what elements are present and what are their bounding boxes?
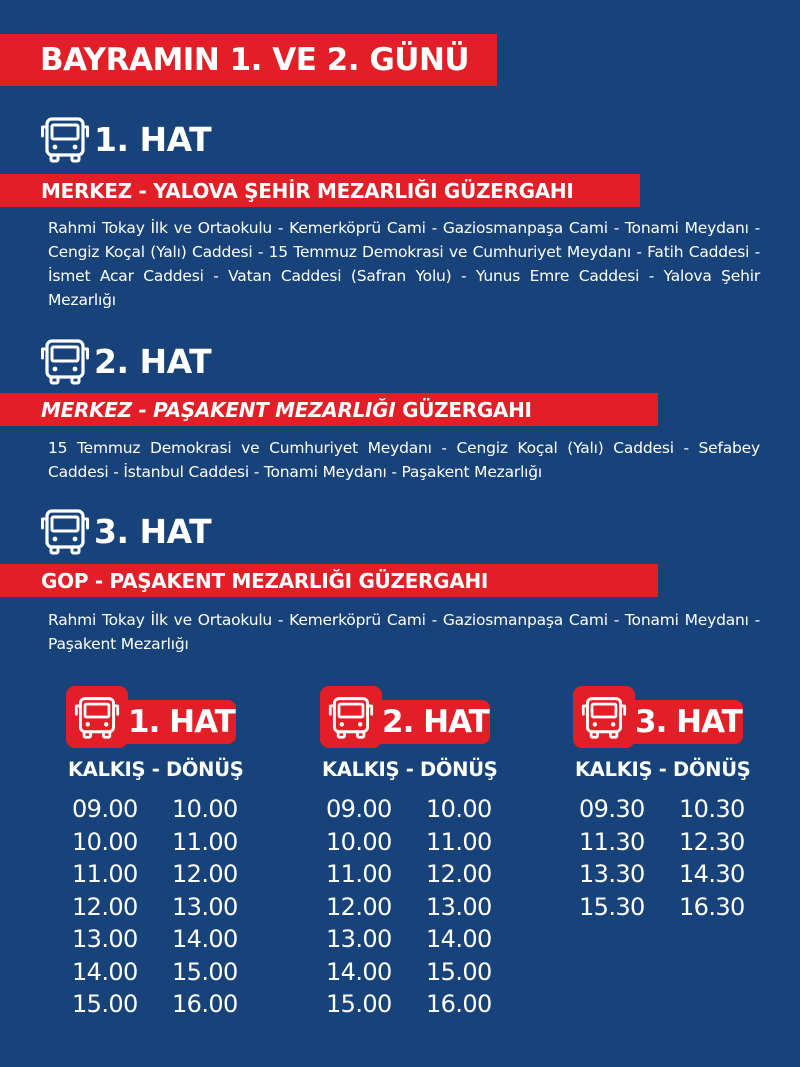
page-banner [0,34,497,86]
return-time: 14.00 [426,925,492,953]
return-time: 10.30 [679,795,745,823]
return-time: 10.00 [172,795,238,823]
return-time: 16.00 [426,990,492,1018]
departure-time: 11.00 [72,860,138,888]
bus-icon [328,694,374,740]
schedule-3 [573,686,773,923]
return-time: 11.00 [172,827,238,856]
schedule-2-header: KALKIŞ - DÖNÜŞ [322,758,498,781]
schedule-2 [320,686,520,1021]
bus-icon [74,694,120,740]
schedule-1-hat: 1. HAT [128,704,235,740]
return-time: 13.00 [426,892,492,921]
schedule-2-hat: 2. HAT [382,704,489,740]
route-1-heading [40,114,211,164]
departure-time: 09.30 [579,795,645,823]
route-3-title-bar [0,564,658,597]
return-time: 10.00 [426,795,492,823]
departure-time: 09.00 [326,795,392,823]
departure-time: 10.00 [326,827,392,856]
return-time: 15.00 [426,957,492,986]
return-time: 12.30 [679,827,745,856]
return-time: 16.30 [679,892,745,921]
route-2-title-rest: GÜZERGAHI [395,397,532,422]
route-1-title: MERKEZ - YALOVA ŞEHİR MEZARLIĞI GÜZERGAHI [41,178,574,203]
departure-time: 13.30 [579,860,645,888]
schedule-3-badge [573,700,743,744]
departure-time: 14.00 [326,957,392,986]
route-1-stops: Rahmi Tokay İlk ve Ortaokulu - Kemerköprü Cami - Gaziosmanpaşa Cami - Tonami Meydanı - Cengiz Koçal (Yalı) Caddesi - 15 Temmuz Demokrasi ve Cumhuriyet Meydanı - Fatih Caddesi - İsmet Acar Caddesi - Vatan Caddesi (Safran Yolu) - Yunus Emre Caddesi - Yalova Şehir Mezarlığı [48,219,760,309]
schedule-2-times [326,793,520,1021]
schedule-1-badge [66,700,236,744]
bus-icon [40,506,90,556]
bus-icon [40,336,90,386]
departure-time: 09.00 [72,795,138,823]
route-2-hat: 2. HAT [94,341,212,381]
bus-icon [40,114,90,164]
return-time: 12.00 [426,860,492,888]
route-2-heading [40,336,211,386]
return-time: 14.30 [679,860,745,888]
return-time: 11.00 [426,827,492,856]
return-time: 16.00 [172,990,238,1018]
departure-time: 13.00 [72,925,138,953]
departure-time: 11.30 [579,827,645,856]
return-time: 12.00 [172,860,238,888]
schedule-1-times [72,793,266,1021]
schedule-3-header: KALKIŞ - DÖNÜŞ [575,758,751,781]
banner-title: BAYRAMIN 1. VE 2. GÜNÜ [40,42,470,78]
schedule-3-hat: 3. HAT [635,704,742,740]
route-2-title-bar [0,393,658,426]
bus-icon [581,694,627,740]
schedule-2-badge [320,700,490,744]
schedule-1 [66,686,266,1021]
departure-time: 10.00 [72,827,138,856]
departure-time: 12.00 [326,892,392,921]
departure-time: 13.00 [326,925,392,953]
departure-time: 14.00 [72,957,138,986]
return-time: 14.00 [172,925,238,953]
route-1-title-bar [0,174,640,207]
departure-time: 15.00 [72,990,138,1018]
departure-time: 15.30 [579,892,645,921]
route-3-heading [40,506,211,556]
route-3-stops: Rahmi Tokay İlk ve Ortaokulu - Kemerköprü Cami - Gaziosmanpaşa Cami - Tonami Meydanı - Paşakent Mezarlığı [48,611,760,653]
schedule-3-times [579,793,773,923]
route-2-title-italic: MERKEZ - PAŞAKENT MEZARLIĞI [41,397,396,422]
route-1-hat: 1. HAT [94,119,212,159]
schedule-1-header: KALKIŞ - DÖNÜŞ [68,758,244,781]
return-time: 15.00 [172,957,238,986]
route-3-hat: 3. HAT [94,511,212,551]
return-time: 13.00 [172,892,238,921]
route-3-title: GOP - PAŞAKENT MEZARLIĞI GÜZERGAHI [41,568,489,593]
departure-time: 15.00 [326,990,392,1018]
route-2-stops: 15 Temmuz Demokrasi ve Cumhuriyet Meydanı - Cengiz Koçal (Yalı) Caddesi - Sefabey Caddesi - İstanbul Caddesi - Tonami Meydanı - Paşakent Mezarlığı [48,439,760,481]
departure-time: 11.00 [326,860,392,888]
departure-time: 12.00 [72,892,138,921]
